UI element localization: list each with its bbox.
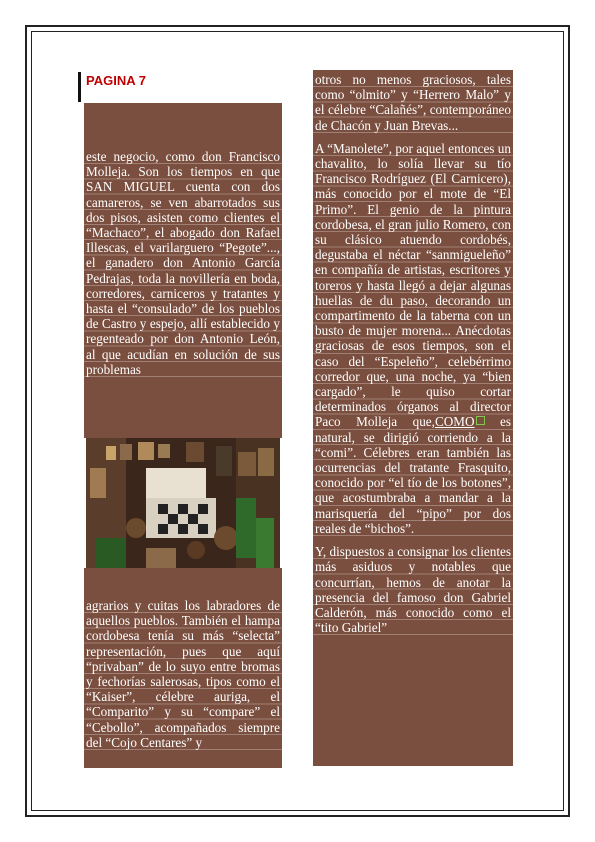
right-column [313,70,513,766]
right-column-paragraph-2 [313,141,513,536]
right-column-paragraph-3: Y, dispuestos a consignar los clientes más asiduos y notables que concurrían, hemos de anotar la presencia del famoso don Gabriel Calderón, más conocido como el “tito Gabriel” [315,544,511,636]
page-title: PAGINA 7 [86,73,146,88]
title-accent-bar [78,72,81,102]
right-column-paragraph-2-end: es natural, se dirigió corriendo a la “comi”. Célebres eran también las ocurrencias del tratante Frasquito, conocido por “el tío de los botones”, que acostumbraba a mandar a la marisquería del “pipo” por dos reales de “bichos”. [315,414,511,536]
left-column-top [84,103,282,438]
como-link[interactable]: COMO [434,414,475,430]
external-link-icon[interactable] [476,416,485,425]
right-column-paragraph-2-start: A “Manolete”, por aquel entonces un chavalito, lo solía llevar su tío Francisco Rodríguez (El Carnicero), más conocido por el mote de “El Primo”. El genio de la pintura cordobesa, el gran julio Romero, con su clásico atuendo cordobés, degustaba el néctar “sanmigueleño” en compañía de artistas, escritores y toreros y hasta llegó a dejar algunas huellas de du paso, decorando un compartimento de la taberna con un busto de mujer morena... Anécdotas graciosas de esos tiempos, son el caso del “Espeleño”, celebérrimo corredor que, una noche, ya “bien cargado”, le quiso cortar determinados órganos al director Paco Molleja que, [315,140,511,430]
interior-patio-photo [86,438,280,568]
left-column-top-text: este negocio, como don Francisco Molleja. Son los tiempos en que SAN MIGUEL cuenta con dos camareros, se ven abarrotados sus dos pisos, asisten como clientes el “Machaco”, el abogado don Rafael Illescas, el varilarguero “Pegote”..., el ganadero don Antonio García Pedrajas, toda la novillería en boda, corredores, carniceros y tratantes y hasta el “consulado” de los pueblos de Castro y espejo, allí establecido y regenteado por don Antonio León, al que acudían en solución de sus problemas [86,149,280,377]
left-column-bottom [84,568,282,768]
left-column-bottom-text: agrarios y cuitas los labradores de aquellos pueblos. También el hampa cordobesa tenía su más “selecta” representación, pues que aquí “privaban” de lo suyo entre bromas y fechorías salerosas, tipos como el “Kaiser”, célebre auriga, el “Comparito” y su “compare” el “Cebollo”, acompañados siempre del “Cojo Centares” y [86,598,280,750]
right-column-paragraph-1: otros no menos graciosos, tales como “olmito” y “Herrero Malo” y el célebre “Calañés”, contemporáneo de Chacón y Juan Brevas... [315,72,511,133]
